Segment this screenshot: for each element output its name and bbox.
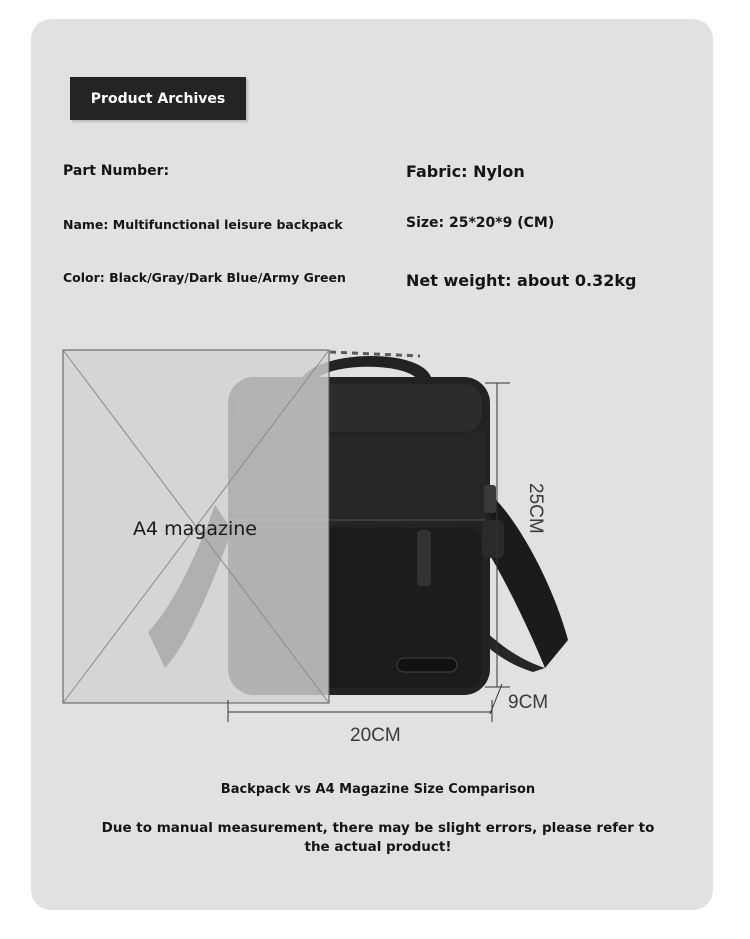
fabric-spec: Fabric: Nylon <box>406 162 525 181</box>
part-number: Part Number: <box>63 163 170 179</box>
depth-dimension-label: 9CM <box>508 692 549 713</box>
width-dimension-label: 20CM <box>350 725 401 746</box>
net-weight-spec: Net weight: about 0.32kg <box>406 271 637 290</box>
name-spec: Name: Multifunctional leisure backpack <box>63 217 343 232</box>
buckle-tab <box>417 530 431 586</box>
a4-magazine-label: A4 magazine <box>133 518 257 540</box>
comparison-caption: Backpack vs A4 Magazine Size Comparison <box>220 782 536 797</box>
product-archives-label: Product Archives <box>70 77 246 120</box>
disclaimer-caption: Due to manual measurement, there may be slight errors, please refer to the actual product! <box>101 820 655 855</box>
height-dimension-label: 25CM <box>525 483 546 534</box>
size-spec: Size: 25*20*9 (CM) <box>406 215 555 231</box>
color-spec: Color: Black/Gray/Dark Blue/Army Green <box>63 270 346 285</box>
